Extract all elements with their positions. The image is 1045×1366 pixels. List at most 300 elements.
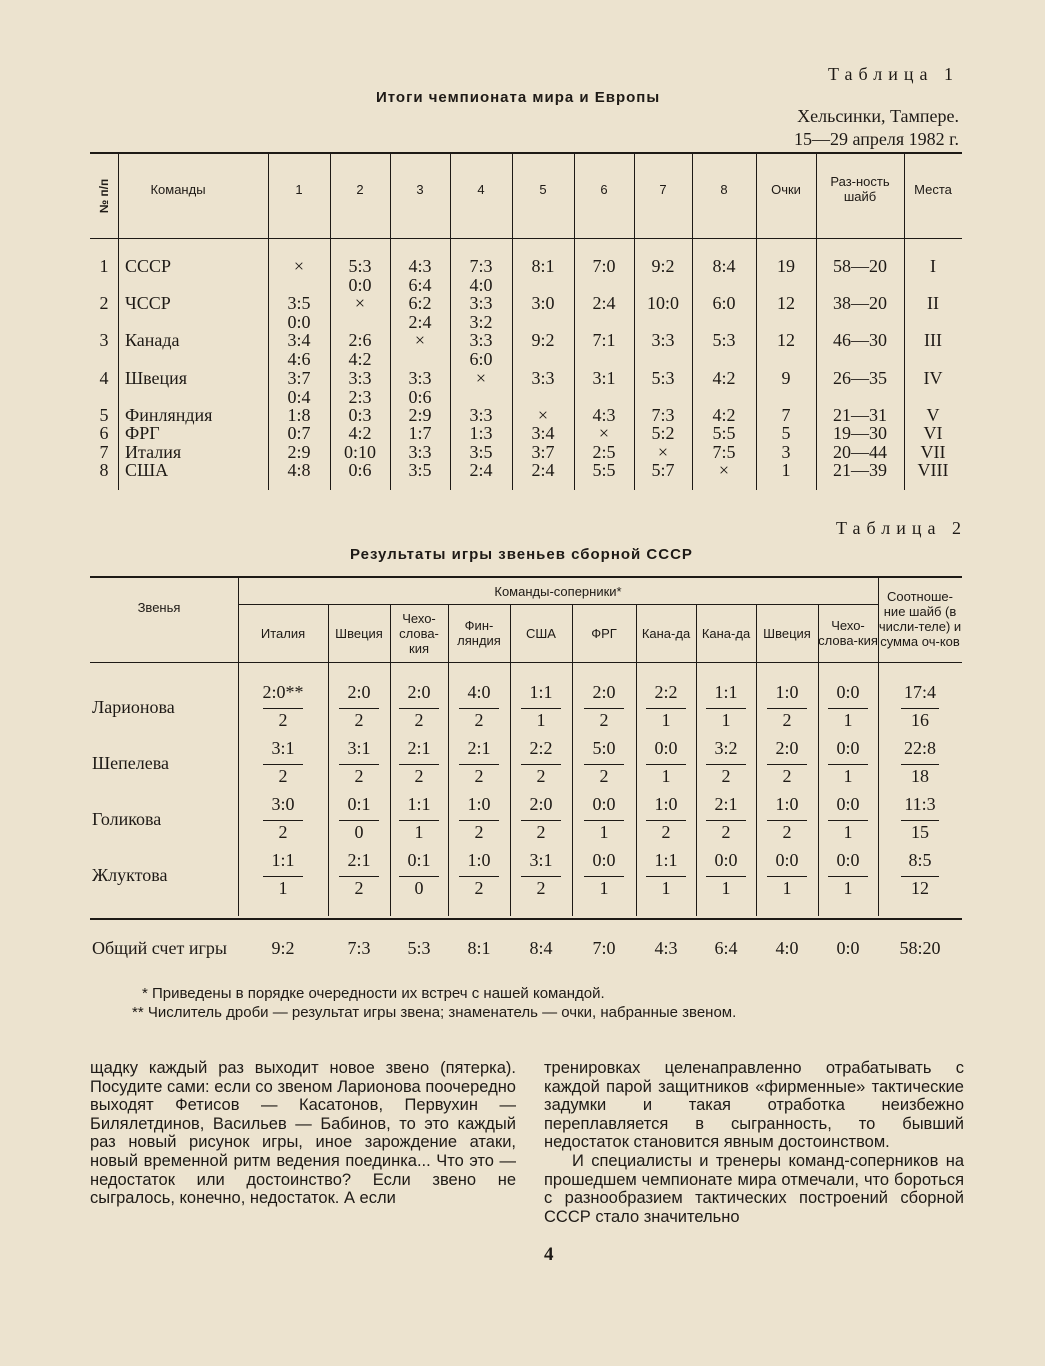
table2-overall-value: 4:0	[775, 938, 799, 958]
table1-score-cell: 6:2	[408, 293, 432, 313]
table2-result-denominator: 2	[536, 878, 546, 898]
table2-fraction-line	[521, 876, 561, 877]
table1-score-cell: 5:3	[712, 330, 736, 350]
table2-result-denominator: 2	[354, 878, 364, 898]
table1-points: 5	[781, 423, 791, 443]
table2-result-denominator: 2	[474, 822, 484, 842]
table2-fraction-line	[399, 876, 439, 877]
table1-score-cell: ×	[293, 256, 305, 276]
table2-result-denominator: 1	[599, 822, 609, 842]
table2-fraction-line	[399, 764, 439, 765]
table2-result-numerator: 1:0	[775, 794, 799, 814]
table2-result-denominator: 2	[278, 766, 288, 786]
table1-score-cell: 8:1	[531, 256, 555, 276]
table1-score-cell: 5:7	[651, 460, 675, 480]
table2-result-numerator: 1:0	[467, 850, 491, 870]
table1-diff: 21—31	[833, 405, 887, 425]
table2-fraction-line	[521, 764, 561, 765]
table1-score-cell: 2:5	[592, 442, 616, 462]
table2-fraction-line	[828, 820, 868, 821]
table1-score-cell: 5:2	[651, 423, 675, 443]
table2-result-numerator: 4:0	[467, 682, 491, 702]
table2-header-col: США	[526, 625, 556, 641]
table1-row-number: 2	[99, 293, 109, 313]
table1-score-cell: ×	[718, 460, 730, 480]
table1-score-cell: 0:3	[348, 405, 372, 425]
table1-team-name: ФРГ	[125, 423, 160, 443]
table1-diff: 38—20	[833, 293, 887, 313]
table2-result-denominator: 2	[536, 822, 546, 842]
table1-points: 1	[781, 460, 791, 480]
table1-score-cell: 4:2	[712, 368, 736, 388]
table2-fraction-line	[646, 764, 686, 765]
table2-line-name: Жлуктова	[92, 865, 168, 885]
table2-result-denominator: 2	[782, 822, 792, 842]
table2-result-numerator: 1:1	[714, 682, 738, 702]
body-right-paragraph-2: И специалисты и тренеры команд-соперников на прошедшем чемпионате мира отмечали, что бороться с разнообразием тактических построений сборной СССР стало значительно	[544, 1151, 964, 1226]
body-left-column	[90, 1059, 516, 1208]
table2-result-numerator: 0:0	[836, 738, 860, 758]
table2-result-numerator: 0:0	[592, 794, 616, 814]
table1-header-diff: Раз-ность шайб	[830, 174, 890, 204]
table1-row-number: 7	[99, 442, 109, 462]
table1-score-cell: 9:2	[651, 256, 675, 276]
body-left-paragraph: щадку каждый раз выходит новое звено (пятерка). Посудите сами: если со звеном Ларионова поочередно выходят Фетисов — Касатонов, Первухин — Билялетдинов, Васильев — Бабинов, то это каждый раз новый рисунок игры, иное зарождение атаки, новый временной ритм ведения поединка... Что это — недостаток или достоинство? Если звено не сыгралось, конечно, недостаток. А если	[90, 1059, 516, 1208]
table2-result-numerator: 3:1	[347, 738, 371, 758]
table2-result-denominator: 2	[354, 766, 364, 786]
table2-fraction-line	[828, 764, 868, 765]
table1-score-cell: 3:7	[531, 442, 555, 462]
table2-result-denominator: 1	[536, 710, 546, 730]
table1-score-cell: 0:0	[348, 274, 372, 295]
table1-diff: 20—44	[833, 442, 887, 462]
table1-points: 19	[777, 256, 795, 276]
table1-score-cell: 3:3	[469, 330, 493, 350]
table2-header-col: Швеция	[335, 625, 383, 641]
table2-header-col: Италия	[260, 625, 306, 641]
table1-team-name: Италия	[125, 442, 182, 462]
table2-fraction-line	[584, 708, 624, 709]
table2-header-lines: Звенья	[137, 599, 181, 615]
table1-score-cell: 4:0	[469, 274, 493, 295]
table1-score-cell: 0:0	[287, 311, 311, 332]
table1-place: VII	[920, 442, 946, 462]
table2-overall-value: 7:3	[347, 938, 371, 958]
table1-score-cell: 9:2	[531, 330, 555, 350]
table2-fraction-line	[399, 708, 439, 709]
table1-score-cell: ×	[598, 423, 610, 443]
table2-result-denominator: 1	[278, 878, 288, 898]
table1-team-name: ЧССР	[125, 293, 171, 313]
table1-place: IV	[923, 368, 943, 388]
table2-fraction-line	[459, 876, 499, 877]
table2-fraction-line	[521, 820, 561, 821]
table2-result-denominator: 2	[474, 710, 484, 730]
table2-fraction-line	[646, 708, 686, 709]
body-right-paragraph-1: тренировках целенаправленно отрабатывать с каждой парой защитников «фирменные» тактические задумки и такая отработка неизбежно переплавляется в сыгранность, то бывший недостаток становится явным достоинством.	[544, 1059, 964, 1152]
table1-score-cell: 1:7	[408, 423, 432, 443]
table2-result-denominator: 2	[278, 822, 288, 842]
table1-score-cell: 7:3	[651, 405, 675, 425]
table2-result-numerator: 2:1	[467, 738, 491, 758]
table1-score-cell: 5:3	[651, 368, 675, 388]
table1-score-cell: 4:6	[287, 348, 311, 369]
table1-dates: 15—29 апреля 1982 г.	[794, 129, 959, 149]
table1-score-cell: 3:5	[469, 442, 493, 462]
table2-fraction-line	[706, 876, 746, 877]
table1-score-cell: 3:7	[287, 368, 311, 388]
table2-result-numerator: 1:0	[775, 682, 799, 702]
table2-line-name: Шепелева	[92, 753, 169, 773]
table1-team-name: Швеция	[125, 368, 188, 388]
table2-fraction-line	[767, 708, 807, 709]
table1-score-cell: 0:7	[287, 423, 311, 443]
table1-score-cell: 5:5	[712, 423, 736, 443]
table1-score-cell: 4:8	[287, 460, 311, 480]
table2-fraction-line	[584, 764, 624, 765]
table2-fraction-line	[901, 820, 939, 821]
table2-overall-value: 9:2	[271, 938, 295, 958]
table1-score-cell: 2:4	[531, 460, 555, 480]
table2-fraction-line	[901, 764, 939, 765]
table2-result-denominator: 2	[782, 766, 792, 786]
table2-result-numerator: 0:0	[836, 682, 860, 702]
table2-result-denominator: 2	[354, 710, 364, 730]
table2-result-numerator: 2:0	[347, 682, 371, 702]
table1-score-cell: 6:0	[469, 348, 493, 369]
table1-score-cell: ×	[657, 442, 669, 462]
table2-header-col: Фин-ляндия	[457, 618, 501, 648]
table2-result-numerator: 3:1	[529, 850, 553, 870]
table2-fraction-line	[767, 764, 807, 765]
table2-result-numerator: 2:2	[654, 682, 678, 702]
table2-result-numerator: 2:1	[407, 738, 431, 758]
footnote-2: ** Числитель дроби — результат игры звена; знаменатель — очки, набранные звеном.	[132, 1004, 737, 1021]
table2-fraction-line	[706, 708, 746, 709]
table2-result-denominator: 0	[414, 878, 424, 898]
table2-result-numerator: 0:0	[714, 850, 738, 870]
table2-result-denominator: 1	[843, 878, 853, 898]
table1-score-cell: 0:6	[408, 386, 432, 407]
table1-score-cell: 7:1	[592, 330, 616, 350]
table1-place: III	[924, 330, 942, 350]
table2-header-opponents: Команды-соперники*	[494, 583, 622, 599]
table2-result-numerator: 1:0	[467, 794, 491, 814]
table2-fraction-line	[828, 708, 868, 709]
table2-fraction-line	[646, 876, 686, 877]
table1-score-cell: 3:3	[469, 405, 493, 425]
table2-result-denominator: 2	[414, 710, 424, 730]
table2-result-numerator: 5:0	[592, 738, 616, 758]
table1-header-col: 1	[295, 181, 303, 197]
table2-overall-value: 7:0	[592, 938, 616, 958]
table2-result-numerator: 0:0	[654, 738, 678, 758]
table2-fraction-line	[339, 764, 379, 765]
table2-bottom-rule	[90, 918, 962, 920]
table2-fraction-line	[459, 820, 499, 821]
table2-result-numerator: 2:0	[592, 682, 616, 702]
table2-fraction-line	[901, 876, 939, 877]
table1-score-cell: 6:4	[408, 274, 432, 295]
table2-result-denominator: 1	[782, 878, 792, 898]
table1-score-cell: 0:10	[343, 442, 376, 462]
table2-fraction-line	[521, 708, 561, 709]
page-number: 4	[544, 1244, 554, 1265]
table2-fraction-line	[459, 708, 499, 709]
table2-fraction-line	[646, 820, 686, 821]
table2-result-numerator: 3:2	[714, 738, 738, 758]
table1-score-cell: 3:1	[592, 368, 616, 388]
table1-score-cell: 4:2	[348, 423, 372, 443]
table2-result-denominator: 2	[414, 766, 424, 786]
table2-result-numerator: 0:1	[347, 794, 371, 814]
table2-result-denominator: 0	[354, 822, 364, 842]
table2-result-denominator: 2	[278, 710, 288, 730]
table2-result-numerator: 1:1	[529, 682, 553, 702]
table2-result-numerator: 2:2	[529, 738, 553, 758]
table1-row-number: 4	[99, 368, 109, 388]
table2-fraction-line	[263, 876, 303, 877]
table2-total-denominator: 12	[911, 878, 929, 898]
table2-header-col: Чехо-слова-кия	[818, 618, 878, 648]
table2-fraction-line	[584, 876, 624, 877]
table2-result-numerator: 2:0**	[262, 682, 304, 702]
table1-place: VIII	[917, 460, 949, 480]
table1-score-cell: ×	[475, 368, 487, 388]
table2-overall-value: 0:0	[836, 938, 860, 958]
table1-score-cell: ×	[537, 405, 549, 425]
table2-result-denominator: 1	[843, 710, 853, 730]
table1-diff: 19—30	[833, 423, 887, 443]
table2-fraction-line	[263, 820, 303, 821]
table1-team-name: Канада	[125, 330, 180, 350]
table2-fraction-line	[706, 820, 746, 821]
table2-result-denominator: 2	[721, 766, 731, 786]
table1-score-cell: 0:6	[348, 460, 372, 480]
table1-team-name: СССР	[125, 256, 172, 276]
table2-result-denominator: 1	[661, 710, 671, 730]
table1-place: VI	[923, 423, 943, 443]
table1-team-name: Финляндия	[125, 405, 213, 425]
table1-score-cell: 3:4	[531, 423, 555, 443]
table1-header-points: Очки	[771, 181, 801, 197]
table2-result-denominator: 2	[536, 766, 546, 786]
table2-label: Таблица 2	[836, 518, 967, 538]
table1-diff: 21—39	[833, 460, 887, 480]
table1-score-cell: 3:3	[531, 368, 555, 388]
table2-line-name: Ларионова	[92, 697, 175, 717]
table2-header-col: Чехо-слова-кия	[399, 610, 439, 656]
table2-header-col: Швеция	[763, 625, 811, 641]
table2-result-denominator: 2	[721, 822, 731, 842]
table2-result-denominator: 1	[661, 766, 671, 786]
table2-result-denominator: 1	[661, 878, 671, 898]
table1-score-cell: 1:8	[287, 405, 311, 425]
table2-result-numerator: 1:0	[654, 794, 678, 814]
table2-opponents-rule	[238, 604, 878, 605]
table1-header-col: 4	[477, 181, 485, 197]
table2-total-numerator: 11:3	[904, 794, 936, 814]
table2-result-denominator: 1	[414, 822, 424, 842]
table1-score-cell: 5:5	[592, 460, 616, 480]
table1-score-cell: 3:3	[408, 442, 432, 462]
table2-overall-value: 8:4	[529, 938, 553, 958]
table2-fraction-line	[399, 820, 439, 821]
table2-header-rule	[90, 662, 962, 663]
table1-score-cell: 2:4	[592, 293, 616, 313]
table1-diff: 46—30	[833, 330, 887, 350]
table2-overall-value: 8:1	[467, 938, 491, 958]
table2-fraction-line	[584, 820, 624, 821]
table2-total-denominator: 15	[911, 822, 929, 842]
table2-result-denominator: 2	[782, 710, 792, 730]
table1-score-cell: 1:3	[469, 423, 493, 443]
table1-score-cell: 2:9	[287, 442, 311, 462]
table1-score-cell: 6:0	[712, 293, 736, 313]
table1-score-cell: 2:3	[348, 386, 372, 407]
table1-score-cell: 3:5	[408, 460, 432, 480]
table1-score-cell: 3:5	[287, 293, 311, 313]
table2-title: Результаты игры звеньев сборной СССР	[350, 546, 693, 563]
table2-fraction-line	[263, 764, 303, 765]
table2-result-numerator: 1:1	[407, 794, 431, 814]
table2-fraction-line	[339, 820, 379, 821]
table1-diff: 58—20	[833, 256, 887, 276]
table1-score-cell: 2:9	[408, 405, 432, 425]
table2-header-col: Кана-да	[641, 625, 691, 641]
table2-overall-value: 4:3	[654, 938, 678, 958]
table2-overall-value: 5:3	[407, 938, 431, 958]
table2-result-numerator: 1:1	[654, 850, 678, 870]
table1-score-cell: 3:3	[651, 330, 675, 350]
table1-row-number: 8	[99, 460, 109, 480]
table2-result-numerator: 0:0	[592, 850, 616, 870]
table2-result-denominator: 2	[661, 822, 671, 842]
table2-result-numerator: 2:0	[775, 738, 799, 758]
table2-total-numerator: 8:5	[908, 850, 932, 870]
table1-diff: 26—35	[833, 368, 887, 388]
table1-score-cell: 3:2	[469, 311, 493, 332]
footnote-1: * Приведены в порядке очередности их встреч с нашей командой.	[142, 985, 605, 1002]
table1-place: II	[927, 293, 939, 313]
table1-score-cell: 4:3	[408, 256, 432, 276]
table2-result-denominator: 1	[599, 878, 609, 898]
table1-header-col: 5	[539, 181, 547, 197]
table1-label: Таблица 1	[828, 64, 959, 84]
table1-score-cell: 8:4	[712, 256, 736, 276]
table2-result-numerator: 0:0	[775, 850, 799, 870]
table2-result-numerator: 0:0	[836, 850, 860, 870]
table1-score-cell: 3:3	[469, 293, 493, 313]
table2-result-denominator: 2	[599, 710, 609, 730]
table1-score-cell: 7:3	[469, 256, 493, 276]
table1-title: Итоги чемпионата мира и Европы	[376, 89, 661, 106]
table1-points: 9	[781, 368, 791, 388]
table2-result-numerator: 2:0	[407, 682, 431, 702]
table1-header-col: 6	[600, 181, 608, 197]
table2-line-name: Голикова	[92, 809, 162, 829]
table2-fraction-line	[706, 764, 746, 765]
table1-score-cell: 3:3	[408, 368, 432, 388]
table2-total-numerator: 22:8	[903, 738, 936, 758]
table1-score-cell: 0:4	[287, 386, 311, 407]
table1-place	[794, 105, 959, 151]
table1-points: 12	[777, 293, 795, 313]
table1-score-cell: 3:0	[531, 293, 555, 313]
body-right-column	[544, 1059, 964, 1226]
table1-header-rule	[90, 238, 962, 239]
table2-result-numerator: 1:1	[271, 850, 295, 870]
table1-row-number: 3	[99, 330, 109, 350]
table1-score-cell: 4:2	[348, 348, 372, 369]
table2-overall-value: 6:4	[714, 938, 738, 958]
table2-fraction-line	[767, 820, 807, 821]
table2-result-numerator: 2:0	[529, 794, 553, 814]
table1-score-cell: 3:3	[348, 368, 372, 388]
table1-score-cell: 2:4	[469, 460, 493, 480]
table1-score-cell: 2:4	[408, 311, 432, 332]
table1-header-team: Команды	[150, 181, 206, 197]
table1-score-cell: 7:0	[592, 256, 616, 276]
table2-fraction-line	[459, 764, 499, 765]
table2-result-numerator: 2:1	[347, 850, 371, 870]
table1-header-num: № п/п	[97, 178, 111, 214]
table1-header-place: Места	[914, 181, 952, 197]
table2-result-denominator: 2	[474, 766, 484, 786]
table1-score-cell: 7:5	[712, 442, 736, 462]
table1-score-cell: 10:0	[646, 293, 679, 313]
table2-result-numerator: 3:0	[271, 794, 295, 814]
table2-overall-total: 58:20	[899, 938, 941, 958]
table1-points: 12	[777, 330, 795, 350]
table1-row-number: 5	[99, 405, 109, 425]
table1-score-cell: 4:2	[712, 405, 736, 425]
table1-place: V	[926, 405, 940, 425]
table2-total-denominator: 18	[911, 766, 929, 786]
table2-result-denominator: 2	[474, 878, 484, 898]
table1-place: I	[930, 256, 936, 276]
table1-score-cell: 3:4	[287, 330, 311, 350]
table1-score-cell: ×	[414, 330, 426, 350]
table1-header-col: 3	[416, 181, 424, 197]
table2-result-denominator: 1	[843, 822, 853, 842]
table2-overall-label: Общий счет игры	[92, 938, 227, 958]
table2-result-numerator: 0:0	[836, 794, 860, 814]
table2-total-numerator: 17:4	[903, 682, 936, 702]
table1-points: 7	[781, 405, 791, 425]
table1-header-col: 7	[659, 181, 667, 197]
table1-row-number: 1	[99, 256, 109, 276]
table1-score-cell: ×	[354, 293, 366, 313]
table2-fraction-line	[828, 876, 868, 877]
table1-points: 3	[781, 442, 791, 462]
table2-fraction-line	[901, 708, 939, 709]
table2-result-denominator: 1	[721, 710, 731, 730]
table1-city: Хельсинки, Тампере.	[797, 106, 959, 126]
table2-fraction-line	[339, 708, 379, 709]
table2-result-numerator: 3:1	[271, 738, 295, 758]
table2-result-numerator: 2:1	[714, 794, 738, 814]
table2-result-numerator: 0:1	[407, 850, 431, 870]
table1-header-col: 8	[720, 181, 728, 197]
table2-result-denominator: 2	[599, 766, 609, 786]
table2-result-denominator: 1	[843, 766, 853, 786]
table2-fraction-line	[263, 708, 303, 709]
table2-header-col: ФРГ	[591, 625, 617, 641]
table1-score-cell: 4:3	[592, 405, 616, 425]
table2-result-denominator: 1	[721, 878, 731, 898]
table2-header-col: Кана-да	[701, 625, 751, 641]
